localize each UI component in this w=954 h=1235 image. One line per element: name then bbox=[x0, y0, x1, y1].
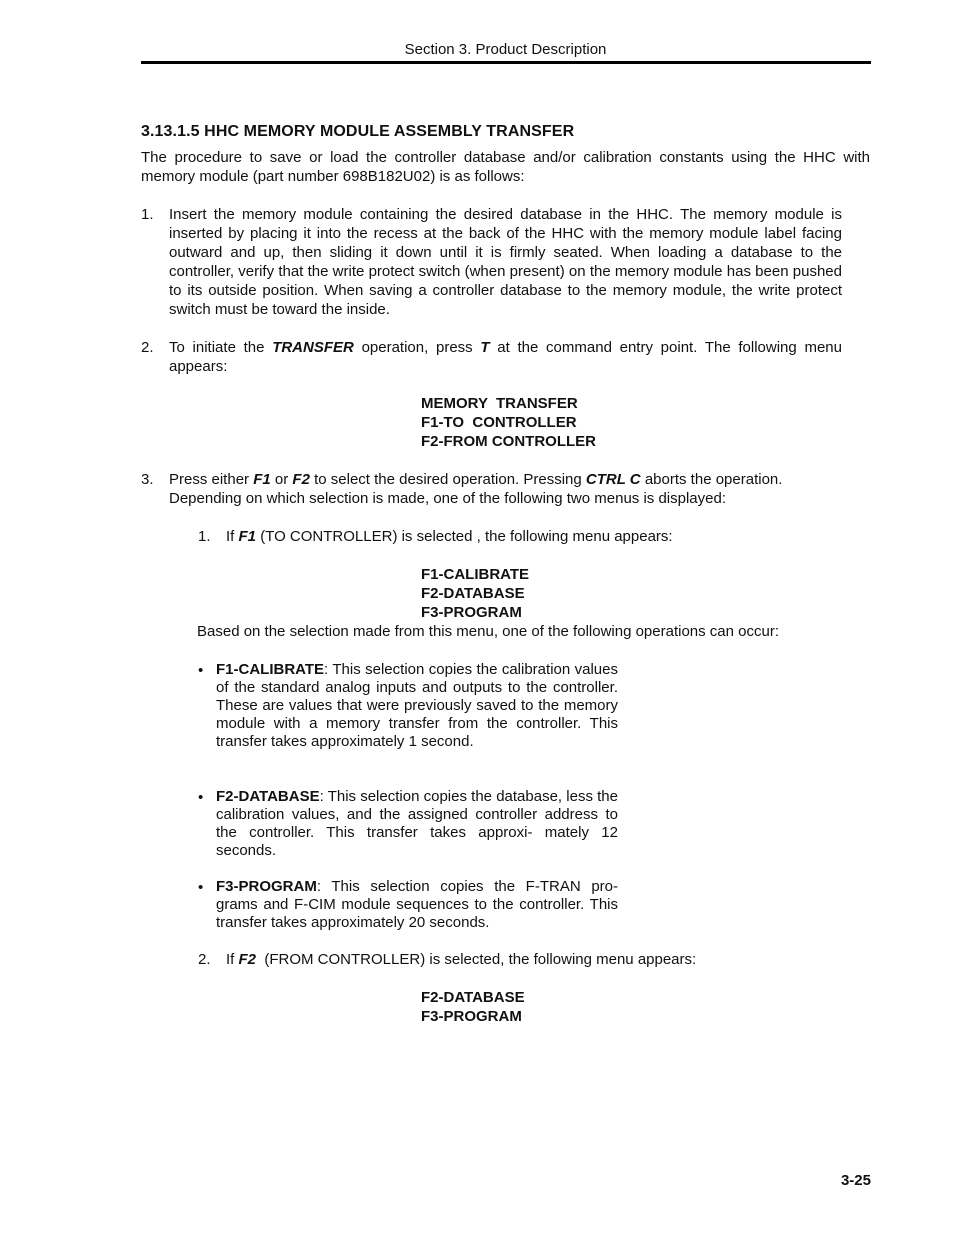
sub-1-pre: If bbox=[226, 528, 239, 545]
menu-line: F1-TO CONTROLLER bbox=[421, 414, 577, 431]
step-2-text bbox=[169, 338, 842, 376]
menu-line: MEMORY TRANSFER bbox=[421, 395, 578, 412]
sub-1-post: (TO CONTROLLER) is selected , the following menu appears: bbox=[256, 528, 673, 545]
step-3-pre: Press either bbox=[169, 471, 254, 488]
bullet-1-text bbox=[216, 661, 618, 751]
step-3-mid1: or bbox=[270, 471, 293, 488]
f1-key: F1 bbox=[238, 528, 257, 545]
step-3-post: aborts the operation. Depending on which selection is made, one of the following two menus is displayed: bbox=[169, 471, 783, 507]
bullet-2-text bbox=[216, 788, 618, 860]
transfer-key: TRANSFER bbox=[272, 339, 354, 356]
bullet-1-body: : This selection copies the calibration values of the standard analog inputs and outputs to the controller. These are values that were previously saved to the memory module with a memory transfer from the controller. This transfer takes approximately 1 second. bbox=[216, 661, 618, 750]
menu-memory-transfer bbox=[421, 394, 596, 451]
step-1-text: Insert the memory module containing the desired database in the HHC. The memory module is inserted by placing it into the recess at the back of the HHC with the memory module label facing outward and up, then sliding it down until it is firmly seated. When loading a database to the controller, verify that the write protect switch (when present) on the memory module has been pushed to its outside position. When saving a controller database to the memory module, the write protect switch must be toward the inside. bbox=[169, 206, 842, 318]
menu-to-controller bbox=[421, 565, 529, 622]
f1-key: F1 bbox=[253, 471, 271, 488]
step-1-number: 1. bbox=[141, 206, 154, 223]
sub-2-post: (FROM CONTROLLER) is selected, the following menu appears: bbox=[256, 951, 697, 968]
step-3-mid2: to select the desired operation. Pressing bbox=[309, 471, 586, 488]
bullet-2-label: F2-DATABASE bbox=[216, 788, 320, 805]
sub-1-text bbox=[226, 527, 673, 546]
bullet-3-label: F3-PROGRAM bbox=[216, 878, 317, 895]
sub-2-pre: If bbox=[226, 951, 239, 968]
header-rule bbox=[141, 61, 871, 64]
menu-from-controller bbox=[421, 988, 525, 1026]
step-3-number: 3. bbox=[141, 471, 154, 488]
ctrl-c-key: CTRL C bbox=[585, 471, 641, 488]
sub-2-text bbox=[226, 950, 696, 969]
section-heading: 3.13.1.5 HHC MEMORY MODULE ASSEMBLY TRANSFER bbox=[141, 123, 575, 140]
page-number: 3-25 bbox=[840, 1172, 871, 1189]
bullet-3-body: : This selection copies the F-TRAN pro- grams and F-CIM module sequences to the controller. This transfer takes approximately 20 seconds. bbox=[216, 878, 618, 931]
sub-2-number: 2. bbox=[198, 951, 211, 968]
menu-line: F1-CALIBRATE bbox=[421, 566, 530, 583]
based-on-text: Based on the selection made from this menu, one of the following operations can occur: bbox=[197, 623, 780, 640]
bullet-2-dot: • bbox=[198, 789, 204, 806]
bullet-2-body: : This selection copies the database, less the calibration values, and the assigned controller address to the controller. This transfer takes approxi- mately 12 seconds. bbox=[216, 788, 618, 859]
step-3-text bbox=[169, 470, 842, 508]
bullet-1-dot: • bbox=[198, 662, 204, 679]
menu-line: F2-DATABASE bbox=[421, 989, 525, 1006]
t-key: T bbox=[480, 339, 490, 356]
step-2-post: at the command entry point. The following menu appears: bbox=[169, 339, 842, 375]
menu-line: F3-PROGRAM bbox=[421, 604, 522, 621]
step-2-pre: To initiate the bbox=[169, 339, 273, 356]
bullet-3-dot: • bbox=[198, 879, 204, 896]
step-2-mid: operation, press bbox=[353, 339, 481, 356]
bullet-1-label: F1-CALIBRATE bbox=[216, 661, 325, 678]
step-2-number: 2. bbox=[141, 339, 154, 356]
menu-line: F2-FROM CONTROLLER bbox=[421, 433, 596, 450]
bullet-3-text bbox=[216, 878, 618, 932]
menu-line: F3-PROGRAM bbox=[421, 1008, 522, 1025]
menu-line: F2-DATABASE bbox=[421, 585, 525, 602]
f2-key: F2 bbox=[238, 951, 257, 968]
sub-1-number: 1. bbox=[198, 528, 211, 545]
page-header: Section 3. Product Description bbox=[404, 41, 607, 58]
intro-paragraph: The procedure to save or load the controller database and/or calibration constants using the HHC with memory module (part number 698B182U02) is as follows: bbox=[141, 149, 870, 185]
f2-key: F2 bbox=[292, 471, 310, 488]
